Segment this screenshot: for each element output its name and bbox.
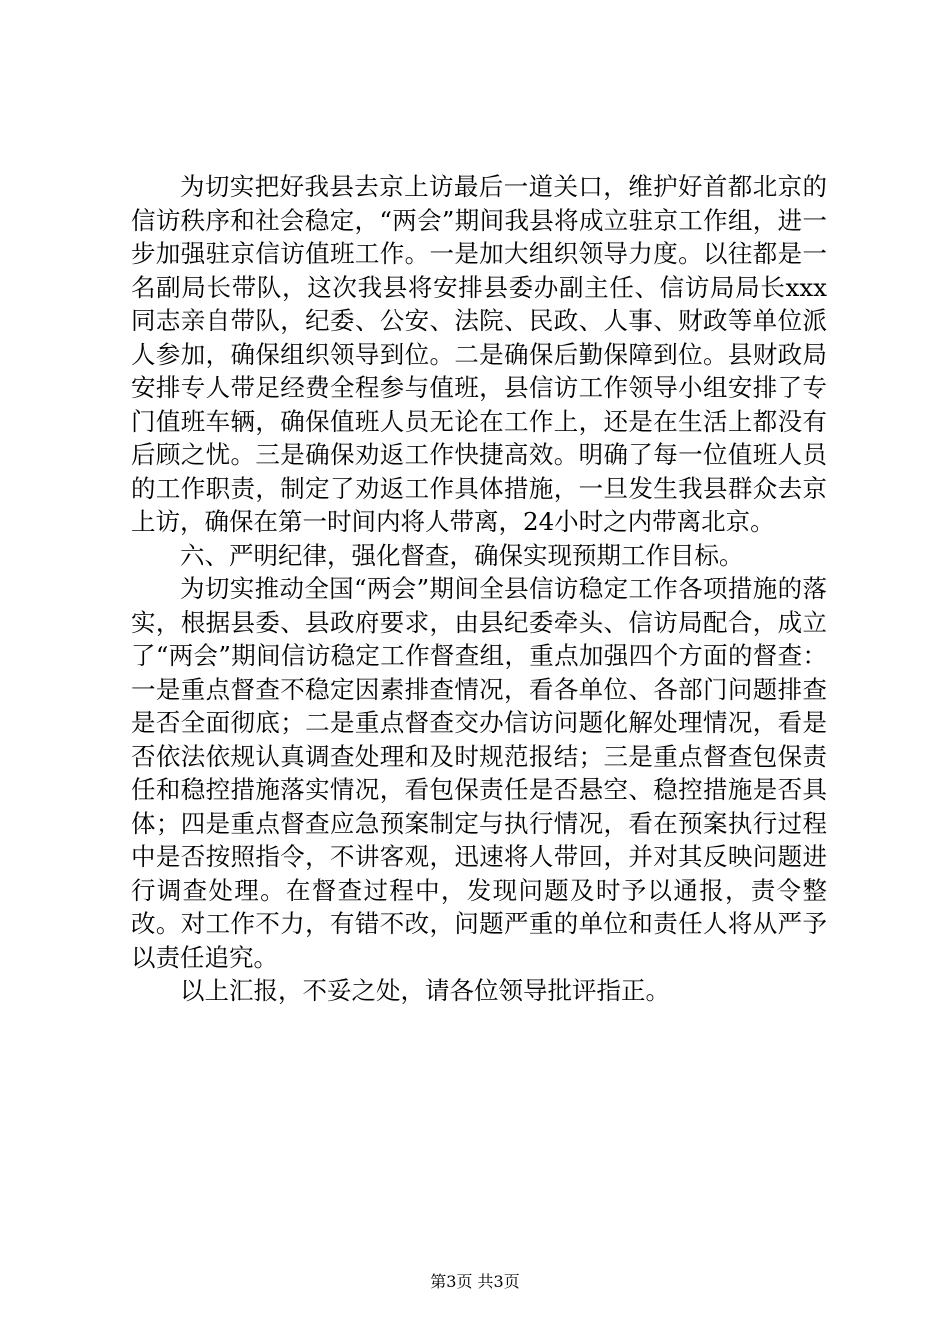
document-body [131,170,827,1008]
paragraph-liaison-work: 为切实把好我县去京上访最后一道关口，维护好首都北京的信访秩序和社会稳定，“两会”期间我县将成立驻京工作组，进一步加强驻京信访值班工作。一是加大组织领导力度。以往都是一名副局长带队，这次我县将安排县委办副主任、信访局局长xxx同志亲自带队，纪委、公安、法院、民政、人事、财政等单位派人参加，确保组织领导到位。二是确保后勤保障到位。县财政局安排专人带足经费全程参与值班，县信访工作领导小组安排了专门值班车辆，确保值班人员无论在工作上，还是在生活上都没有后顾之忧。三是确保劝返工作快捷高效。明确了每一位值班人员的工作职责，制定了劝返工作具体措施，一旦发生我县群众去京上访，确保在第一时间内将人带离，24小时之内带离北京。 [131,172,827,536]
page-number-footer: 第3页 共3页 [430,1272,520,1291]
paragraph-closing: 以上汇报，不妥之处，请各位领导批评指正。 [180,976,670,1005]
section-heading-discipline: 六、严明纪律，强化督查，确保实现预期工作目标。 [180,540,744,570]
paragraph-supervision: 为切实推动全国“两会”期间全县信访稳定工作各项措施的落实，根据县委、县政府要求，由县纪委牵头、信访局配合，成立了“两会”期间信访稳定工作督查组，重点加强四个方面的督查：一是重点督查不稳定因素排查情况，看各单位、各部门问题排查是否全面彻底；二是重点督查交办信访问题化解处理情况，看是否依法依规认真调查处理和及时规范报结；三是重点督查包保责任和稳控措施落实情况，看包保责任是否悬空、稳控措施是否具体；四是重点督查应急预案制定与执行情况，看在预案执行过程中是否按照指令，不讲客观，迅速将人带回，并对其反映问题进行调查处理。在督查过程中，发现问题及时予以通报，责令整改。对工作不力，有错不改，问题严重的单位和责任人将从严予以责任追究。 [131,574,827,972]
